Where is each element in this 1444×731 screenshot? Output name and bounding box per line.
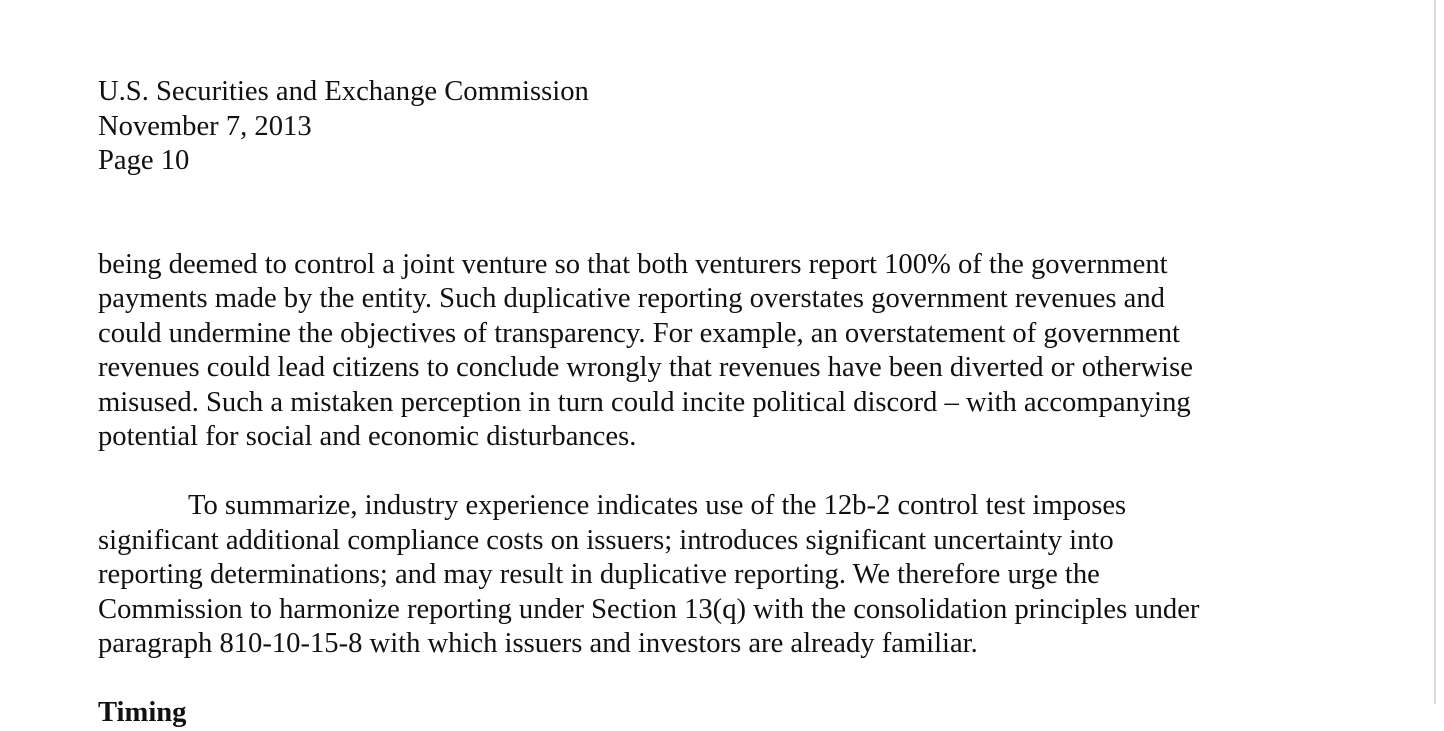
paragraph-joint-venture	[98, 248, 1298, 455]
paragraph-line: being deemed to control a joint venture so that both venturers report 100% of the government	[98, 248, 1168, 280]
paragraph-summary	[98, 489, 1298, 662]
paragraph-line: Commission to harmonize reporting under Section 13(q) with the consolidation principles under	[98, 593, 1200, 625]
paragraph-line: potential for social and economic disturbances.	[98, 421, 637, 452]
page-number-line: Page 10	[98, 145, 190, 176]
paragraph-line: reporting determinations; and may result in duplicative reporting. We therefore urge the	[98, 559, 1100, 590]
page-edge-divider	[1434, 0, 1436, 704]
letter-body	[98, 75, 1298, 731]
section-heading-timing: Timing	[98, 697, 187, 728]
paragraph-line: paragraph 810-10-15-8 with which issuers and investors are already familiar.	[98, 628, 978, 659]
paragraph-line: misused. Such a mistaken perception in turn could incite political discord – with accompanying	[98, 386, 1191, 418]
paragraph-line: payments made by the entity. Such duplicative reporting overstates government revenues and	[98, 283, 1165, 314]
paragraph-line: could undermine the objectives of transparency. For example, an overstatement of government	[98, 317, 1180, 349]
paragraph-line: significant additional compliance costs on issuers; introduces significant uncertainty into	[98, 524, 1114, 556]
date-line: November 7, 2013	[98, 110, 312, 142]
recipient-line: U.S. Securities and Exchange Commission	[98, 76, 589, 107]
paragraph-line: To summarize, industry experience indicates use of the 12b-2 control test imposes	[188, 490, 1127, 521]
paragraph-line: revenues could lead citizens to conclude wrongly that revenues have been diverted or otherwise	[98, 352, 1193, 383]
